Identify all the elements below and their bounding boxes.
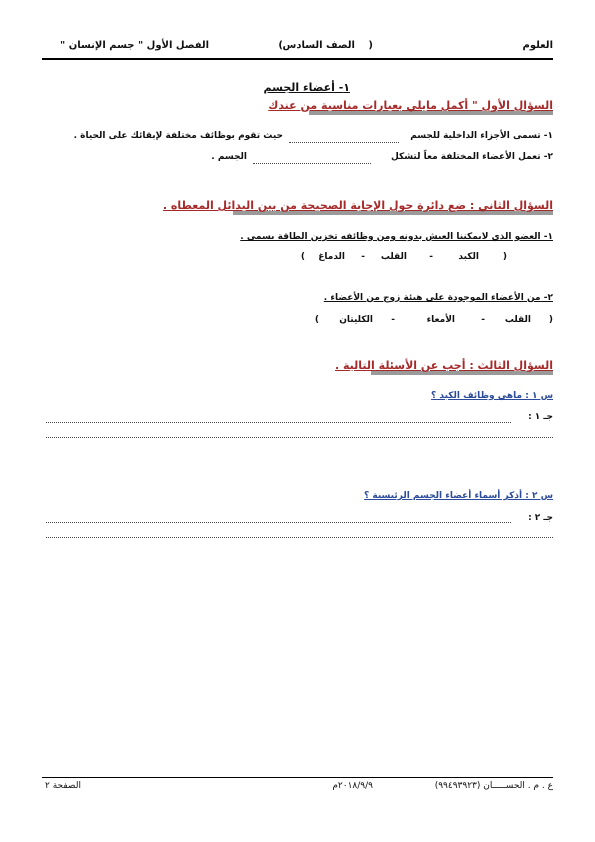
q2-item-2-open: ( xyxy=(548,315,553,325)
q2-item-2-option-a[interactable]: القلب xyxy=(504,315,531,325)
q1-item-2-suffix: الجسم . xyxy=(211,152,247,162)
q2-item-1-sep-2: - xyxy=(361,252,365,262)
footer-divider xyxy=(42,777,553,778)
lesson-title: ١- أعضاء الجسم xyxy=(263,81,350,94)
q2-item-2-sep-2: - xyxy=(391,315,395,325)
q3-item-2-answer-label: جـ ٢ : xyxy=(528,513,553,523)
q2-item-2-sep-1: - xyxy=(481,315,485,325)
q2-item-2-option-b[interactable]: الأمعاء xyxy=(426,315,455,325)
q2-item-1-close: ) xyxy=(300,252,305,262)
q2-item-2-close: ) xyxy=(314,315,319,325)
grade-close-paren: ) xyxy=(278,40,283,51)
q3-item-2-answer-line-2[interactable] xyxy=(46,537,553,538)
q2-item-1-open: ( xyxy=(502,252,507,262)
footer-author: ع . م . الحســـــان (٩٩٤٩٣٩٢٣) xyxy=(434,781,553,791)
q2-item-1-option-c[interactable]: الدماغ xyxy=(318,252,345,262)
subject-label: العلوم xyxy=(522,40,553,51)
header-divider xyxy=(42,58,553,60)
footer-date: ٢٠١٨/٩/٩م xyxy=(332,781,373,791)
q1-item-1-prefix: ١- تسمى الأجزاء الداخلية للجسم xyxy=(410,131,553,141)
q2-item-2-question: ٢- من الأعضاء الموجودة على هيئة زوج من الأعضاء . xyxy=(323,293,553,303)
q3-item-2-answer-line-1[interactable] xyxy=(46,522,511,523)
q1-item-1-suffix: حيث تقوم بوظائف مختلفة لإبقائك على الحياة . xyxy=(73,131,283,141)
q1-item-2-blank[interactable] xyxy=(253,163,371,164)
q2-title: السؤال الثاني : ضع دائرة حول الإجابة الصحيحة من بين البدائل المعطاه . xyxy=(162,199,553,212)
q2-item-1-sep-1: - xyxy=(429,252,433,262)
chapter-label: الفصل الأول " جسم الإنسان " xyxy=(60,40,210,51)
q2-item-1-option-b[interactable]: القلب xyxy=(380,252,407,262)
q3-item-1-answer-label: جـ ١ : xyxy=(528,412,553,422)
q2-item-2-option-c[interactable]: الكليتان xyxy=(339,315,373,325)
q3-title: السؤال الثالث : أجب عن الأسئلة التالية . xyxy=(335,359,553,372)
footer-page-number: الصفحة ٢ xyxy=(45,781,81,791)
q2-item-1-question: ١- العضو الذي لايمكننا العيش بدونه ومن وظائفه تخزين الطاقة يسمى . xyxy=(240,232,553,242)
q3-item-1-question: س ١ : ماهي وظائف الكبد ؟ xyxy=(431,391,553,401)
q1-item-2-prefix: ٢- تعمل الأعضاء المختلفة معاً لتشكل xyxy=(391,152,553,162)
q2-item-1-option-a[interactable]: الكبد xyxy=(458,252,479,262)
grade-open-paren: ( xyxy=(368,40,373,51)
grade-label: الصف السادس xyxy=(282,40,355,51)
q3-item-1-answer-line-1[interactable] xyxy=(46,422,511,423)
q3-item-2-question: س ٢ : أذكر أسماء أعضاء الجسم الرئيسية ؟ xyxy=(364,491,553,501)
q3-item-1-answer-line-2[interactable] xyxy=(46,437,553,438)
q1-title: السؤال الأول " أكمل مايلي بعبارات مناسبة من عندك xyxy=(268,99,553,112)
q1-item-1-blank[interactable] xyxy=(289,142,399,143)
